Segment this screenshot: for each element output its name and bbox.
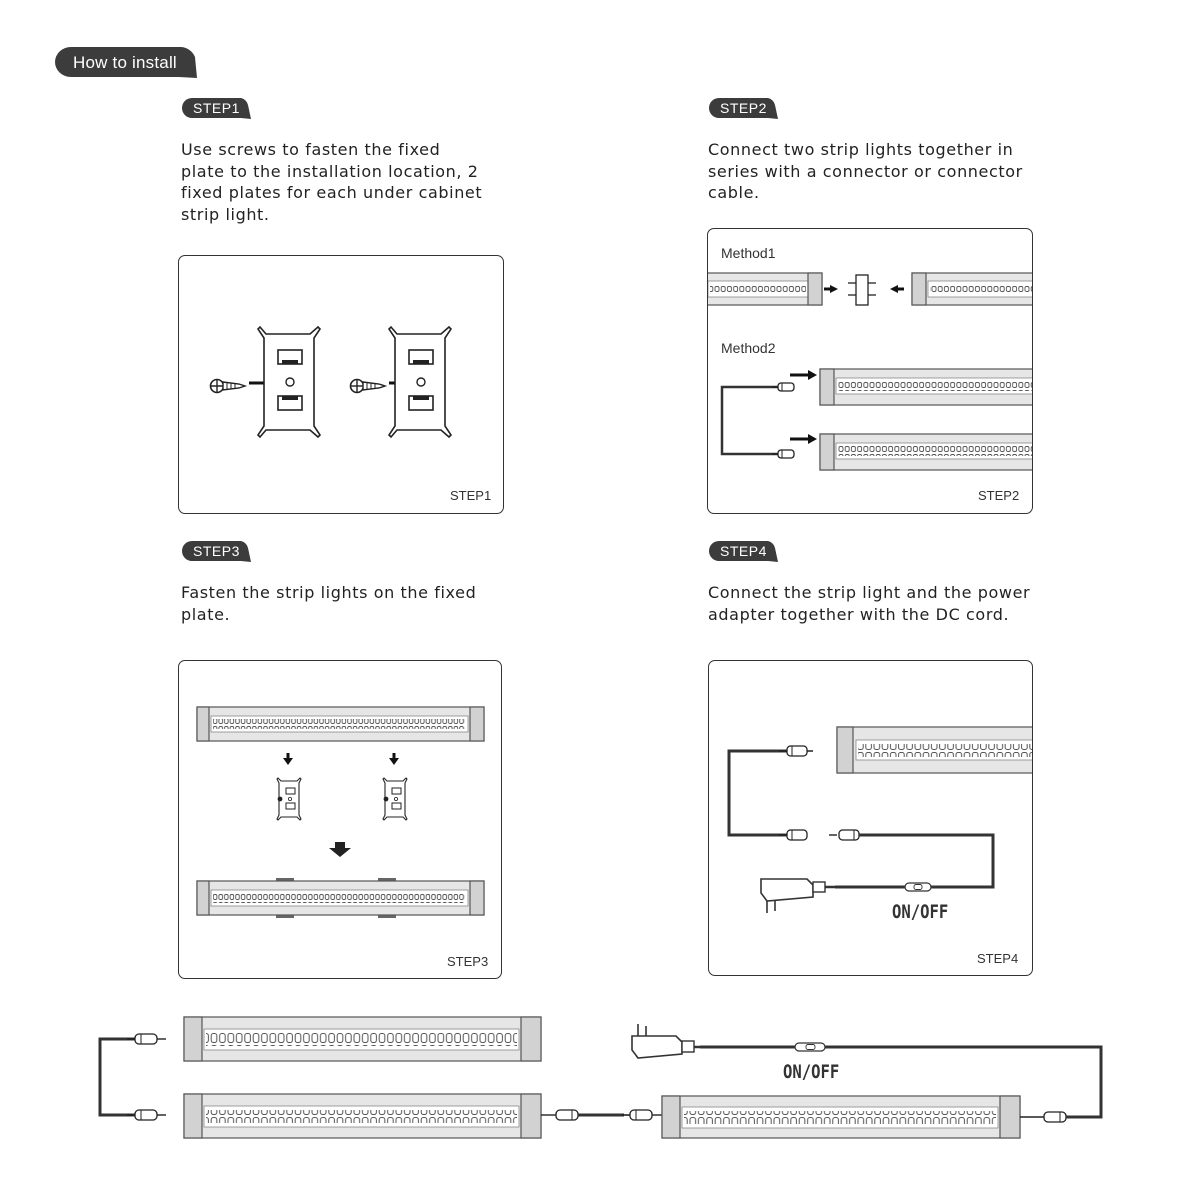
step4-panel-label: STEP4 <box>977 951 1019 966</box>
page-title: How to install <box>73 53 177 72</box>
step2-tag-label: STEP2 <box>720 100 767 116</box>
step3-description: Fasten the strip lights on the fixed plate. <box>181 583 477 624</box>
bottom-switch-label: ON/OFF <box>783 1061 840 1083</box>
method2-label: Method2 <box>721 340 776 356</box>
bottom-cord-left <box>100 1039 135 1115</box>
step4-tag-label: STEP4 <box>720 543 767 559</box>
bottom-plug-icon-2 <box>127 1110 157 1120</box>
switch-label: ON/OFF <box>892 901 949 923</box>
step3-panel-label: STEP3 <box>447 954 489 969</box>
step2-description: Connect two strip lights together in series with a connector or connector cable. <box>708 140 1023 202</box>
step1-panel-label: STEP1 <box>450 488 492 503</box>
bottom-strip-light-3 <box>662 1096 1020 1138</box>
bottom-strip-light-1 <box>184 1017 541 1061</box>
bottom-plug-icon-4 <box>622 1110 652 1120</box>
step1-tag-label: STEP1 <box>193 100 240 116</box>
step2-panel-label: STEP2 <box>978 488 1020 503</box>
step4-description: Connect the strip light and the power adapter together with the DC cord. <box>708 583 1031 624</box>
bottom-plug-icon-1 <box>127 1034 157 1044</box>
step1-description: Use screws to fasten the fixed plate to the installation location, 2 fixed plates for each under cabinet strip light. <box>181 140 483 224</box>
bottom-switch-icon <box>795 1043 825 1051</box>
bottom-strip-light-2 <box>184 1094 541 1138</box>
step3-tag-label: STEP3 <box>193 543 240 559</box>
method1-label: Method1 <box>721 245 776 261</box>
bottom-power-adapter-icon <box>632 1024 702 1058</box>
